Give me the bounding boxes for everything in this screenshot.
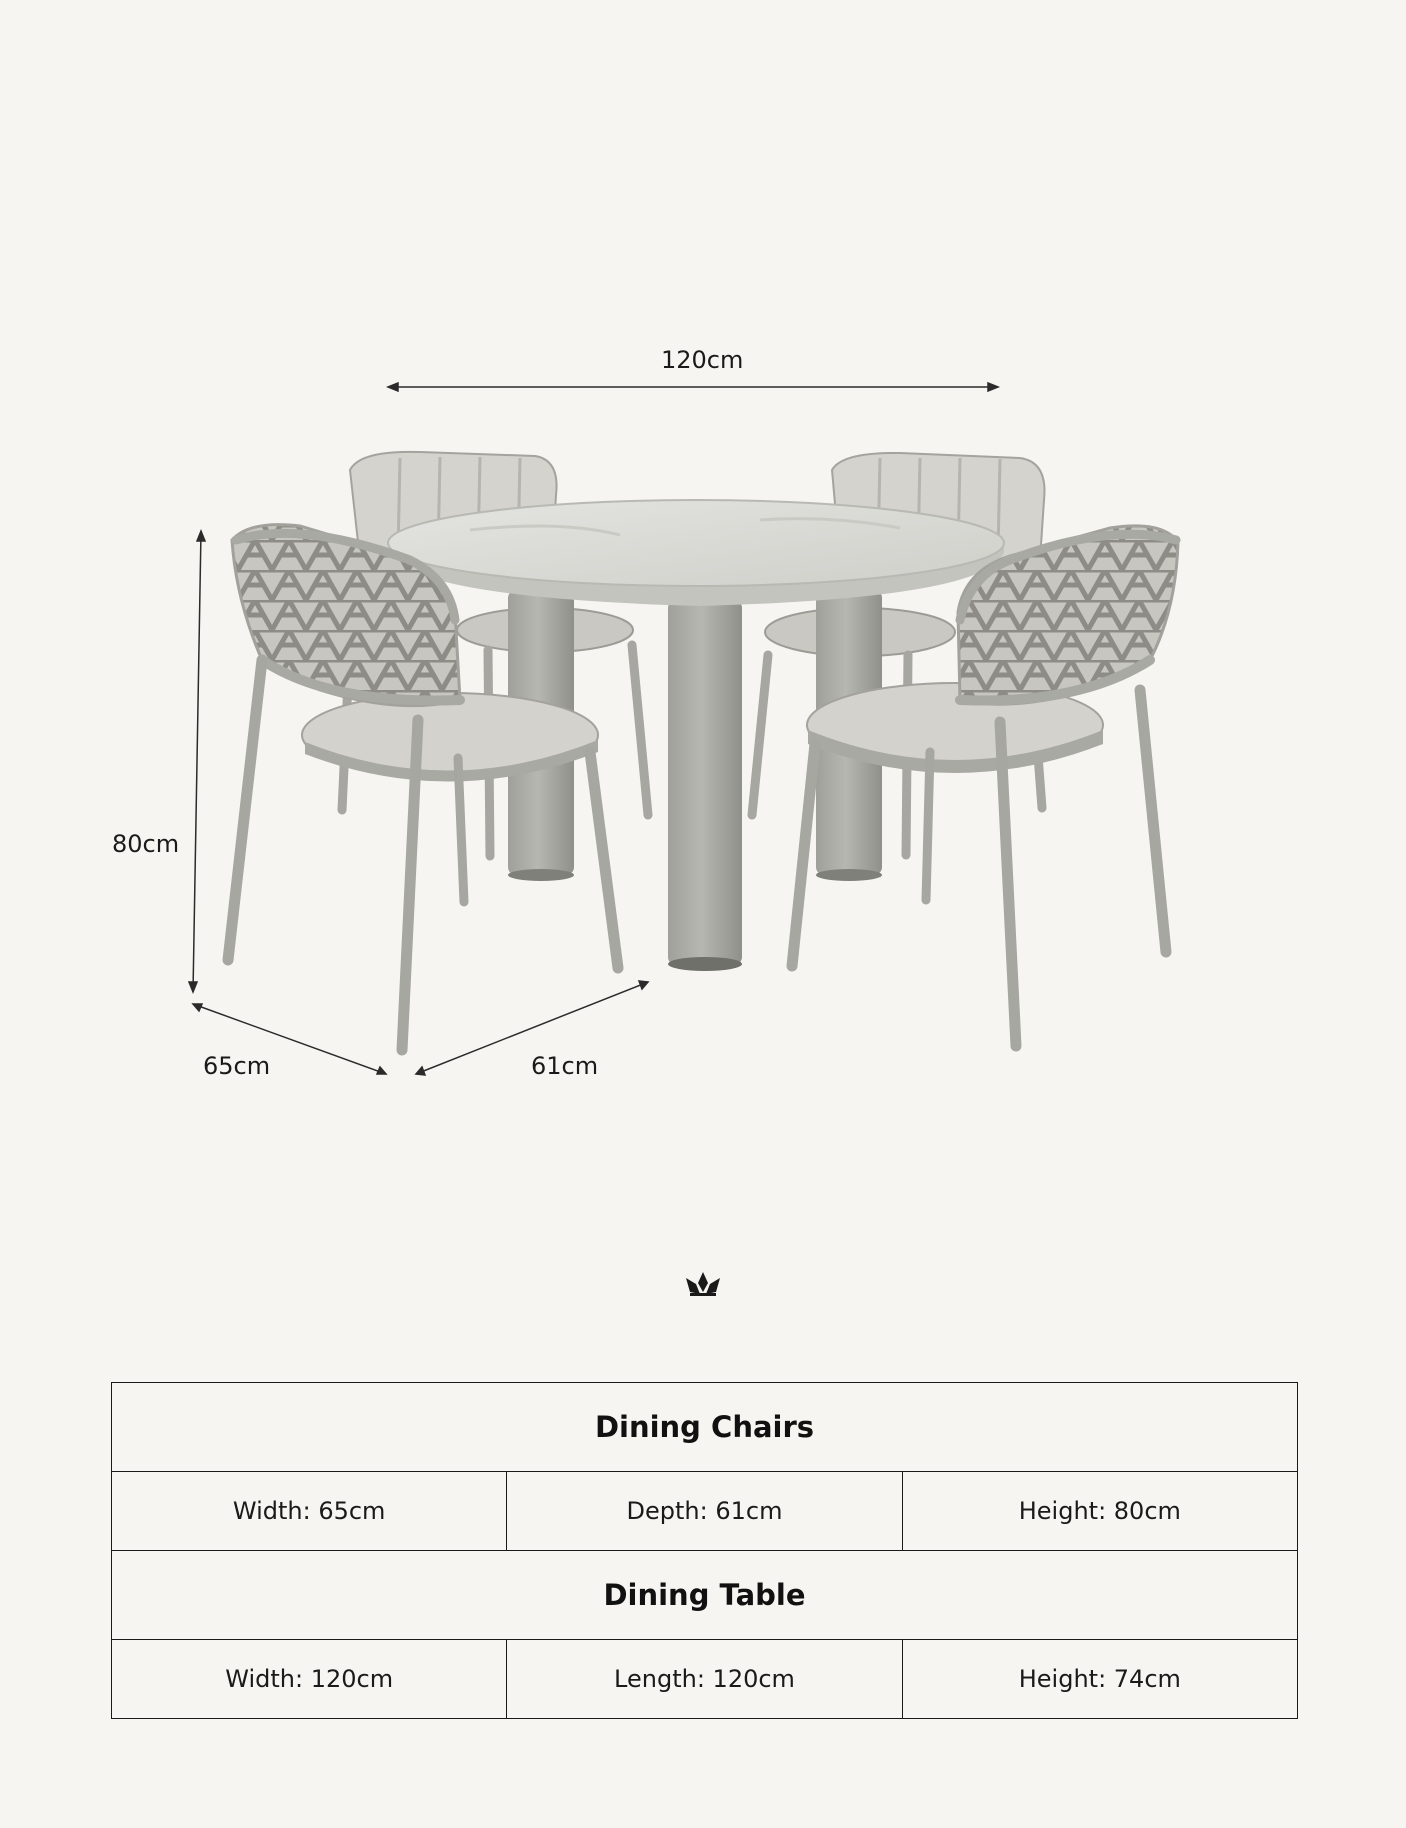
- table-length-cell: Length: 120cm: [507, 1640, 902, 1719]
- chair-width-cell: Width: 65cm: [112, 1472, 507, 1551]
- crown-lotus-icon: [684, 1270, 722, 1298]
- chair-height-label: 80cm: [112, 830, 180, 858]
- table-height-cell: Height: 74cm: [902, 1640, 1297, 1719]
- table-top: [388, 500, 1004, 606]
- section-row-table: [112, 1551, 1298, 1640]
- table-row: [112, 1640, 1298, 1719]
- chair-height-cell: Height: 80cm: [902, 1472, 1297, 1551]
- chair-depth-label: 61cm: [531, 1052, 599, 1080]
- table-width-label: 120cm: [661, 346, 744, 374]
- chair-width-label: 65cm: [203, 1052, 271, 1080]
- section-row-chairs: [112, 1383, 1298, 1472]
- specifications-table: [111, 1382, 1298, 1719]
- table-legs: [508, 590, 882, 971]
- table-width-cell: Width: 120cm: [112, 1640, 507, 1719]
- chair-depth-cell: Depth: 61cm: [507, 1472, 902, 1551]
- section-title-table: Dining Table: [112, 1551, 1298, 1640]
- table-row: [112, 1472, 1298, 1551]
- section-title-chairs: Dining Chairs: [112, 1383, 1298, 1472]
